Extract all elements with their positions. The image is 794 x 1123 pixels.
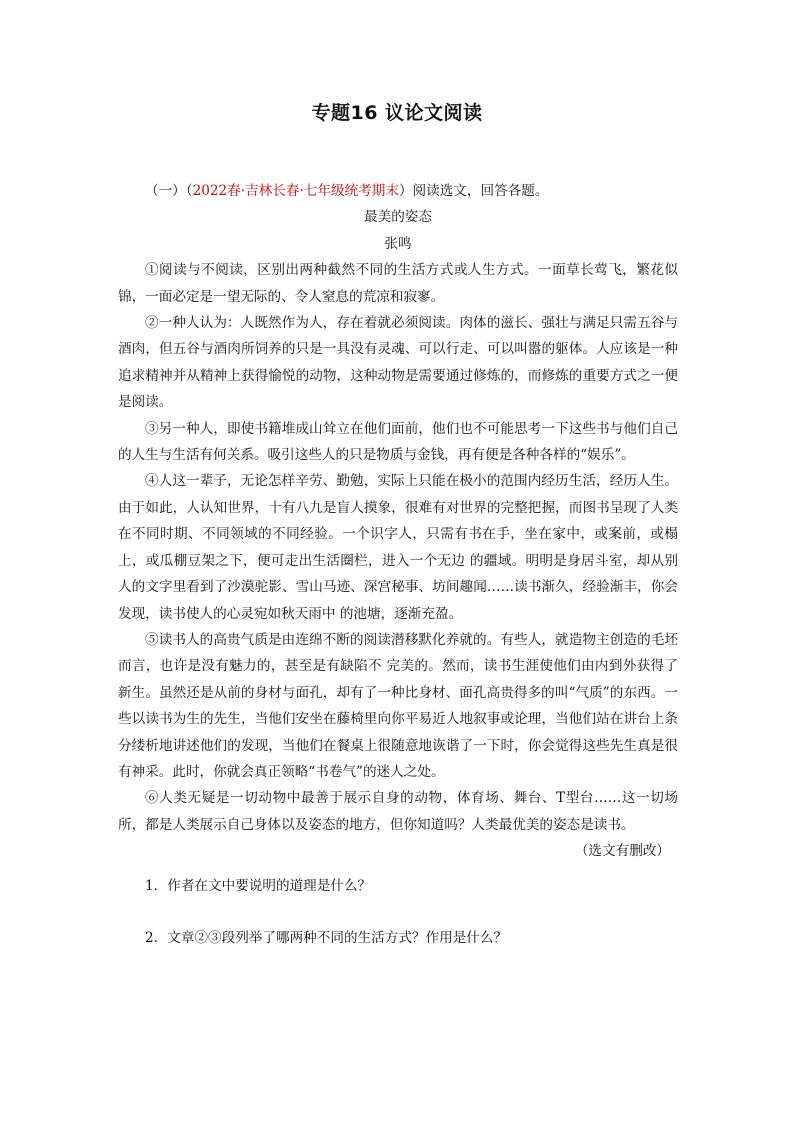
section-suffix: ）阅读选文，回答各题。 xyxy=(398,183,549,199)
paragraph-6: ⑥人类无疑是一切动物中最善于展示自身的动物，体育场、舞台、T型台……这一切场所，都是人类展示自己身体以及姿态的地方，但你知道吗？人类最优美的姿态是读书。 xyxy=(118,790,678,833)
edit-note: （选文有删改） xyxy=(574,843,670,860)
exam-source: 2022春·吉林长春·七年级统考期末 xyxy=(192,183,399,199)
section-prefix: （一）（ xyxy=(145,183,193,199)
document-content xyxy=(118,178,678,951)
article-author: 张鸣 xyxy=(384,235,412,252)
paragraph-4: ④人这一辈子，无论怎样辛劳、勤勉，实际上只能在极小的范围内经历生活，经历人生。由于如此，人认知世界，十有八九是盲人摸象，很难有对世界的完整把握，而图书呈现了人类在不同时期、不同领域的不同经验。一个识字人，只需有书在手，坐在家中，或案前，或榻上，或瓜棚豆架之下，便可走出生活圈栏，进入一个无边 的疆域。明明是身居斗室，却从别人的文字里看到了沙漠驼影、雪山马迹、深宫秘事、坊间趣闻……读书渐久，经验渐丰，你会发现，读书使人的心灵宛如秋天雨中 的池塘，逐渐充盈。 xyxy=(118,473,678,622)
article-title: 最美的姿态 xyxy=(364,209,432,226)
paragraph-3: ③另一种人，即使书籍堆成山耸立在他们面前，他们也不可能思考一下这些书与他们自己的人生与生活有何关系。吸引这些人的只是物质与金钱，再有便是各种各样的“娱乐”。 xyxy=(118,420,678,464)
paragraph-1: ①阅读与不阅读，区别出两种截然不同的生活方式或人生方式。一面草长莺飞，繁花似锦，一面必定是一望无际的、令人窒息的荒凉和寂寥。 xyxy=(118,262,678,305)
question-1: 1．作者在文中要说明的道理是什么？ xyxy=(145,877,372,894)
paragraph-5: ⑤读书人的高贵气质是由连绵不断的阅读潜移默化养就的。有些人，就造物主创造的毛坯而言，也许是没有魅力的，甚至是有缺陷不 完美的。然而，读书生涯使他们由内到外获得了新生。虽然还是从前的身材与面孔，却有了一种比身材、面孔高贵得多的叫“气质”的东西。一些以读书为生的先生，当他们安坐在藤椅里向你平易近人地叙事或论理，当他们站在讲台上条分缕析地讲述他们的发现，当他们在餐桌上很随意地诙谐了一下时，你会觉得这些先生真是很有神采。此时，你就会真正领略“书卷气”的迷人之处。 xyxy=(118,631,678,780)
page-title: 专题16 议论文阅读 xyxy=(311,102,483,124)
section-intro xyxy=(118,178,678,204)
question-2: 2．文章②③段列举了哪两种不同的生活方式？作用是什么？ xyxy=(145,929,508,946)
paragraph-2: ②一种人认为：人既然作为人，存在着就必须阅读。肉体的滋长、强壮与满足只需五谷与酒肉，但五谷与酒肉所饲养的只是一具没有灵魂、可以行走、可以叫嚣的躯体。人应该是一种追求精神并从精神上获得愉悦的动物，这种动物是需要通过修炼的，而修炼的重要方式之一便是阅读。 xyxy=(118,315,678,411)
